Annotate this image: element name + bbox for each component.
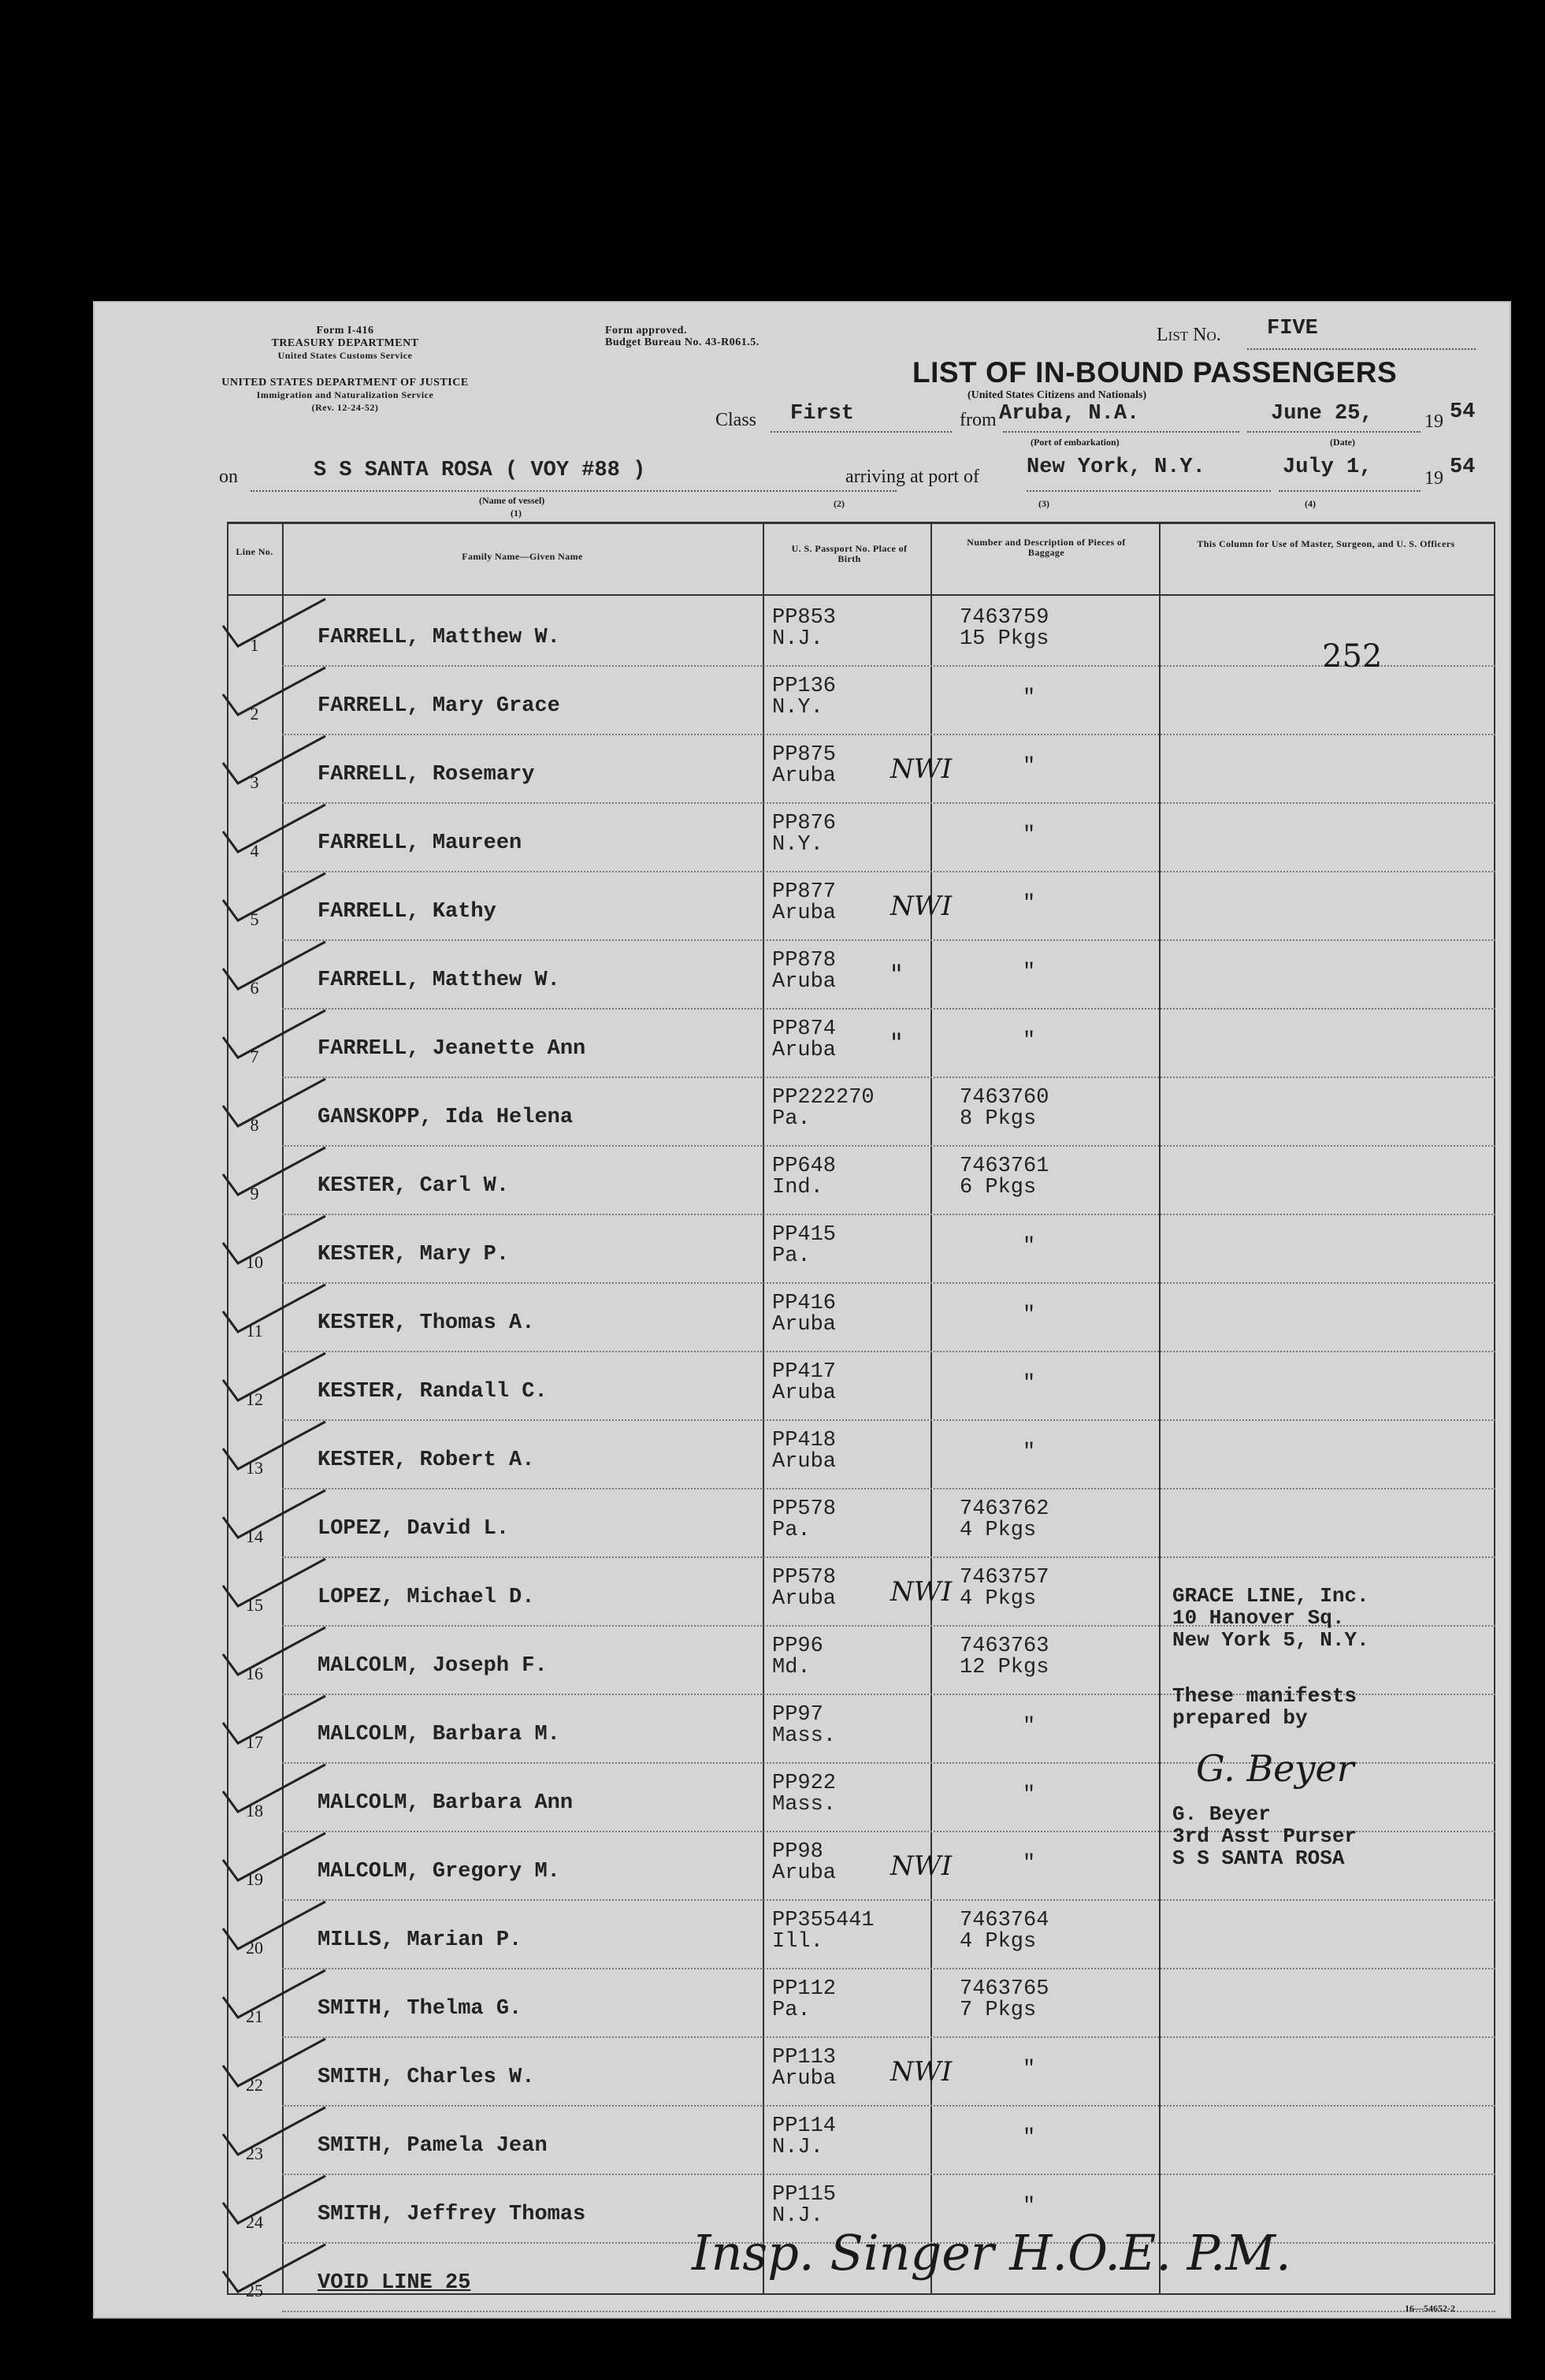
caption-2: (2) xyxy=(834,498,845,509)
baggage-number: " xyxy=(1023,1715,1036,1739)
list-no-label: List No. xyxy=(1157,325,1221,345)
baggage-number: " xyxy=(1023,2058,1036,2081)
arrival-port: New York, N.Y. xyxy=(1027,456,1205,479)
baggage-number: 7463760 xyxy=(960,1086,1049,1110)
class-label: Class xyxy=(715,410,757,430)
line-number: 9 xyxy=(250,1184,259,1203)
place-of-birth: Ind. xyxy=(772,1176,823,1199)
margin-mark: " xyxy=(890,959,903,991)
embark-year: 54 xyxy=(1450,400,1476,424)
line-number: 18 xyxy=(246,1801,263,1820)
place-of-birth: Mass. xyxy=(772,1793,837,1817)
line-number: 25 xyxy=(246,2281,263,2300)
company-address-2: New York 5, N.Y. xyxy=(1172,1628,1369,1652)
check-mark-icon xyxy=(219,1693,329,1748)
passport-number: PP878 xyxy=(772,949,837,972)
prepared-by-2: prepared by xyxy=(1172,1706,1308,1730)
customs-service: United States Customs Service xyxy=(277,350,413,361)
form-number: Form I-416 xyxy=(316,325,374,337)
baggage-pieces: 15 Pkgs xyxy=(960,627,1049,651)
caption-1: (1) xyxy=(511,508,522,519)
on-label: on xyxy=(219,467,238,487)
vessel-caption: (Name of vessel) xyxy=(479,495,545,506)
check-mark-icon xyxy=(219,1076,329,1131)
inspector-signature: Insp. Singer H.O.E. P.M. xyxy=(692,2224,1291,2281)
place-of-birth: Aruba xyxy=(772,2067,837,2091)
embark-date: June 25, xyxy=(1271,402,1373,426)
officer-note: 252 xyxy=(1322,638,1383,675)
passenger-name: KESTER, Robert A. xyxy=(318,1448,535,1472)
check-mark-icon xyxy=(219,1007,329,1062)
line-number: 7 xyxy=(250,1047,259,1066)
margin-mark: " xyxy=(890,1028,903,1059)
check-mark-icon xyxy=(219,733,329,788)
place-of-birth: Ill. xyxy=(772,1930,823,1954)
baggage-number: 7463764 xyxy=(960,1909,1049,1932)
place-of-birth: Pa. xyxy=(772,1244,811,1268)
passport-number: PP222270 xyxy=(772,1086,875,1110)
place-of-birth: Aruba xyxy=(772,764,837,788)
line-number: 15 xyxy=(246,1595,263,1615)
check-mark-icon xyxy=(219,664,329,720)
line-number: 5 xyxy=(250,909,259,929)
line-number: 20 xyxy=(246,1938,263,1958)
baggage-number: 7463761 xyxy=(960,1155,1049,1178)
check-mark-icon xyxy=(219,870,329,925)
place-of-birth: N.Y. xyxy=(772,696,823,720)
passenger-name: GANSKOPP, Ida Helena xyxy=(318,1106,574,1129)
from-label: from xyxy=(960,410,997,430)
baggage-number: " xyxy=(1023,755,1036,779)
baggage-number: 7463759 xyxy=(960,606,1049,630)
margin-mark: NWI xyxy=(890,1850,953,1882)
col-line-no: Line No. xyxy=(236,546,273,557)
passenger-name: KESTER, Randall C. xyxy=(318,1380,548,1404)
passport-number: PP877 xyxy=(772,880,837,904)
baggage-number: " xyxy=(1023,824,1036,847)
baggage-number: " xyxy=(1023,1029,1036,1053)
justice-dept: UNITED STATES DEPARTMENT OF JUSTICE xyxy=(221,377,469,389)
passport-number: PP875 xyxy=(772,743,837,767)
form-subtitle: (United States Citizens and Nationals) xyxy=(967,389,1147,401)
line-number: 8 xyxy=(250,1115,259,1135)
baggage-number: " xyxy=(1023,686,1036,710)
baggage-number: 7463757 xyxy=(960,1566,1049,1590)
purser-title: 3rd Asst Purser xyxy=(1172,1824,1357,1848)
passenger-name: MALCOLM, Joseph F. xyxy=(318,1654,548,1678)
passport-number: PP355441 xyxy=(772,1909,875,1932)
place-of-birth: Pa. xyxy=(772,1999,811,2022)
baggage-number: " xyxy=(1023,1372,1036,1396)
passenger-name: KESTER, Thomas A. xyxy=(318,1311,535,1335)
check-mark-icon xyxy=(219,1350,329,1405)
line-number: 24 xyxy=(246,2212,263,2232)
purser-signature: G. Beyer xyxy=(1196,1747,1354,1790)
check-mark-icon xyxy=(219,1898,329,1954)
passenger-name: SMITH, Charles W. xyxy=(318,2066,535,2089)
line-number: 2 xyxy=(250,704,259,723)
class-value: First xyxy=(790,402,855,426)
revision: (Rev. 12-24-52) xyxy=(311,402,379,413)
place-of-birth: Aruba xyxy=(772,1861,837,1885)
passenger-name: MILLS, Marian P. xyxy=(318,1928,522,1952)
passenger-name: LOPEZ, David L. xyxy=(318,1517,510,1541)
baggage-pieces: 7 Pkgs xyxy=(960,1999,1037,2022)
ins-service: Immigration and Naturalization Service xyxy=(256,389,434,400)
form-code: 16—54652-2 xyxy=(1405,2303,1455,2314)
passenger-name: SMITH, Thelma G. xyxy=(318,1997,522,2021)
baggage-number: " xyxy=(1023,1852,1036,1876)
place-of-birth: Mass. xyxy=(772,1724,837,1748)
baggage-number: " xyxy=(1023,961,1036,984)
baggage-pieces: 4 Pkgs xyxy=(960,1587,1037,1611)
check-mark-icon xyxy=(219,1213,329,1268)
place-of-birth: Md. xyxy=(772,1656,811,1679)
purser-ship: S S SANTA ROSA xyxy=(1172,1846,1345,1870)
check-mark-icon xyxy=(219,2104,329,2159)
arrival-year-prefix: 19 xyxy=(1424,468,1443,489)
line-number: 22 xyxy=(246,2075,263,2095)
place-of-birth: Aruba xyxy=(772,1587,837,1611)
place-of-birth: Aruba xyxy=(772,1450,837,1474)
place-of-birth: Aruba xyxy=(772,1382,837,1405)
check-mark-icon xyxy=(219,2241,329,2296)
check-mark-icon xyxy=(219,1144,329,1199)
check-mark-icon xyxy=(219,1967,329,2022)
place-of-birth: N.J. xyxy=(772,2204,823,2228)
line-number: 21 xyxy=(246,2006,263,2026)
line-number: 16 xyxy=(246,1664,263,1683)
baggage-pieces: 6 Pkgs xyxy=(960,1176,1037,1199)
passport-number: PP418 xyxy=(772,1429,837,1452)
line-number: 4 xyxy=(250,841,259,861)
passenger-name: FARRELL, Matthew W. xyxy=(318,969,560,992)
arrival-date: July 1, xyxy=(1283,456,1372,479)
baggage-number: 7463763 xyxy=(960,1634,1049,1658)
margin-mark: NWI xyxy=(890,1576,953,1608)
line-number: 1 xyxy=(250,635,259,655)
check-mark-icon xyxy=(219,2036,329,2091)
line-number: 12 xyxy=(246,1389,263,1409)
passport-number: PP113 xyxy=(772,2046,837,2069)
line-number: 11 xyxy=(246,1321,263,1341)
passport-number: PP874 xyxy=(772,1017,837,1041)
check-mark-icon xyxy=(219,596,329,651)
passport-number: PP876 xyxy=(772,812,837,835)
place-of-birth: Pa. xyxy=(772,1519,811,1542)
form-approved: Form approved. xyxy=(605,325,687,337)
passport-number: PP136 xyxy=(772,675,837,698)
purser-name: G. Beyer xyxy=(1172,1802,1271,1826)
passport-number: PP114 xyxy=(772,2114,837,2138)
line-number: 3 xyxy=(250,772,259,792)
passenger-name: VOID LINE 25 xyxy=(318,2271,471,2295)
baggage-number: " xyxy=(1023,1441,1036,1464)
check-mark-icon xyxy=(219,1761,329,1817)
passport-number: PP853 xyxy=(772,606,837,630)
budget-bureau: Budget Bureau No. 43-R061.5. xyxy=(605,337,760,348)
passport-number: PP416 xyxy=(772,1292,837,1315)
baggage-number: " xyxy=(1023,2126,1036,2150)
check-mark-icon xyxy=(219,1556,329,1611)
check-mark-icon xyxy=(219,801,329,857)
list-no-value: FIVE xyxy=(1267,317,1318,340)
place-of-birth: Aruba xyxy=(772,1039,837,1062)
margin-mark: NWI xyxy=(890,891,953,922)
company-name: GRACE LINE, Inc. xyxy=(1172,1584,1369,1608)
check-mark-icon xyxy=(219,2173,329,2228)
baggage-number: " xyxy=(1023,2195,1036,2218)
line-number: 23 xyxy=(246,2144,263,2163)
passenger-name: SMITH, Pamela Jean xyxy=(318,2134,548,2158)
line-number: 10 xyxy=(246,1252,263,1272)
passenger-name: KESTER, Mary P. xyxy=(318,1243,510,1266)
baggage-pieces: 12 Pkgs xyxy=(960,1656,1049,1679)
prepared-by-1: These manifests xyxy=(1172,1684,1357,1708)
line-number: 6 xyxy=(250,978,259,998)
passenger-name: KESTER, Carl W. xyxy=(318,1174,510,1198)
passenger-name: FARRELL, Matthew W. xyxy=(318,626,560,649)
passport-number: PP648 xyxy=(772,1155,837,1178)
line-number: 17 xyxy=(246,1732,263,1752)
check-mark-icon xyxy=(219,1624,329,1679)
col-baggage: Number and Description of Pieces of Baggage xyxy=(967,537,1126,558)
caption-3: (3) xyxy=(1038,498,1049,509)
passenger-name: MALCOLM, Gregory M. xyxy=(318,1860,560,1884)
passport-number: PP578 xyxy=(772,1566,837,1590)
check-mark-icon xyxy=(219,939,329,994)
place-of-birth: Aruba xyxy=(772,1313,837,1337)
passport-number: PP578 xyxy=(772,1497,837,1521)
passenger-name: SMITH, Jeffrey Thomas xyxy=(318,2203,586,2226)
passenger-name: MALCOLM, Barbara M. xyxy=(318,1723,560,1746)
passport-number: PP97 xyxy=(772,1703,823,1727)
port-embark-caption: (Port of embarkation) xyxy=(1031,437,1120,448)
baggage-number: 7463765 xyxy=(960,1977,1049,2001)
passport-number: PP98 xyxy=(772,1840,823,1864)
caption-4: (4) xyxy=(1305,498,1316,509)
passenger-name: FARRELL, Kathy xyxy=(318,900,496,924)
baggage-pieces: 8 Pkgs xyxy=(960,1107,1037,1131)
margin-mark: NWI xyxy=(890,753,953,785)
place-of-birth: N.J. xyxy=(772,2136,823,2159)
baggage-pieces: 4 Pkgs xyxy=(960,1930,1037,1954)
place-of-birth: N.Y. xyxy=(772,833,823,857)
baggage-pieces: 4 Pkgs xyxy=(960,1519,1037,1542)
col-family-name: Family Name—Given Name xyxy=(462,551,583,562)
passport-number: PP417 xyxy=(772,1360,837,1384)
date-caption: (Date) xyxy=(1330,437,1355,448)
place-of-birth: Aruba xyxy=(772,970,837,994)
passport-number: PP415 xyxy=(772,1223,837,1247)
check-mark-icon xyxy=(219,1487,329,1542)
check-mark-icon xyxy=(219,1830,329,1885)
passenger-name: FARRELL, Rosemary xyxy=(318,763,535,787)
baggage-number: " xyxy=(1023,1303,1036,1327)
passport-number: PP922 xyxy=(772,1772,837,1795)
form-title: LIST OF IN-BOUND PASSENGERS xyxy=(912,356,1398,389)
arrival-year: 54 xyxy=(1450,456,1476,479)
port-of-embarkation: Aruba, N.A. xyxy=(999,402,1140,426)
passenger-name: FARRELL, Mary Grace xyxy=(318,694,560,718)
line-number: 19 xyxy=(246,1869,263,1889)
arriving-label: arriving at port of xyxy=(845,467,979,487)
line-number: 14 xyxy=(246,1527,263,1546)
baggage-number: " xyxy=(1023,892,1036,916)
passenger-name: FARRELL, Jeanette Ann xyxy=(318,1037,586,1061)
margin-mark: NWI xyxy=(890,2056,953,2088)
check-mark-icon xyxy=(219,1281,329,1337)
baggage-number: " xyxy=(1023,1783,1036,1807)
baggage-number: 7463762 xyxy=(960,1497,1049,1521)
passenger-name: MALCOLM, Barbara Ann xyxy=(318,1791,574,1815)
passenger-name: LOPEZ, Michael D. xyxy=(318,1586,535,1609)
place-of-birth: Aruba xyxy=(772,902,837,925)
passport-number: PP115 xyxy=(772,2183,837,2207)
vessel-name: S S SANTA ROSA ( VOY #88 ) xyxy=(314,459,646,482)
place-of-birth: Pa. xyxy=(772,1107,811,1131)
company-address-1: 10 Hanover Sq. xyxy=(1172,1606,1345,1630)
treasury-dept: TREASURY DEPARTMENT xyxy=(271,337,419,349)
year-prefix: 19 xyxy=(1424,411,1443,432)
manifest-page xyxy=(93,301,1511,2319)
col-passport: U. S. Passport No. Place of Birth xyxy=(791,543,908,564)
baggage-number: " xyxy=(1023,1235,1036,1259)
place-of-birth: N.J. xyxy=(772,627,823,651)
passport-number: PP96 xyxy=(772,1634,823,1658)
col-officers: This Column for Use of Master, Surgeon, and U. S. Officers xyxy=(1197,538,1455,549)
passenger-name: FARRELL, Maureen xyxy=(318,831,522,855)
passport-number: PP112 xyxy=(772,1977,837,2001)
check-mark-icon xyxy=(219,1419,329,1474)
line-number: 13 xyxy=(246,1458,263,1478)
